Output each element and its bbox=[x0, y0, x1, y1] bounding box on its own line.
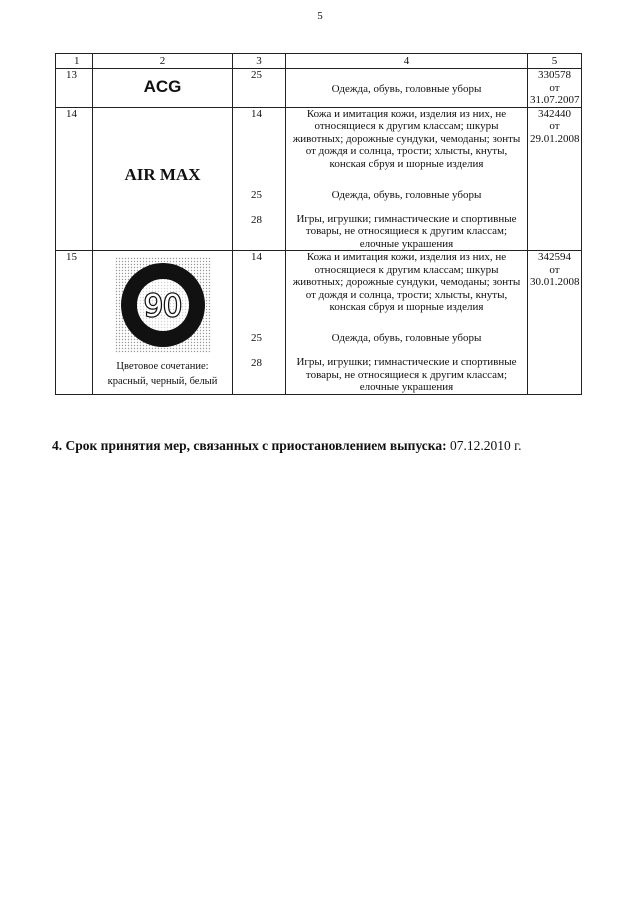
registration-date: 31.07.2007 bbox=[530, 94, 580, 106]
registration-from: от bbox=[549, 81, 560, 94]
registration-cell bbox=[528, 107, 582, 251]
class-cell bbox=[233, 251, 286, 395]
trademark-cell bbox=[93, 69, 233, 108]
registration-number: 342440 bbox=[538, 107, 571, 120]
registration-date: 29.01.2008 bbox=[530, 132, 580, 145]
column-header: 4 bbox=[286, 54, 528, 69]
logo-number: 90 bbox=[143, 289, 182, 324]
class-cell bbox=[233, 107, 286, 251]
class-number: 25 bbox=[251, 332, 262, 344]
table-row bbox=[56, 107, 582, 251]
registration-number: 342594 bbox=[538, 251, 571, 263]
goods-text: Игры, игрушки; гимнастические и спортивные товары, не относящиеся к другим классам; елочные украшения bbox=[296, 356, 517, 393]
table-header-row bbox=[56, 54, 582, 69]
table-row bbox=[56, 251, 582, 395]
trademark-logo bbox=[95, 257, 230, 353]
registration-cell bbox=[528, 69, 582, 108]
circle-90-logo-icon bbox=[115, 257, 211, 353]
goods-text: Игры, игрушки; гимнастические и спортивные товары, не относящиеся к другим классам; елочные украшения bbox=[296, 212, 517, 250]
class-number: 28 bbox=[251, 357, 262, 369]
deadline-label: 4. Срок принятия мер, связанных с приостановлением выпуска: bbox=[52, 438, 447, 453]
class-cell bbox=[233, 69, 286, 108]
row-number: 14 bbox=[56, 107, 93, 251]
color-caption: красный, черный, белый bbox=[107, 376, 218, 387]
class-number: 14 bbox=[251, 107, 262, 120]
goods-text: Кожа и имитация кожи, изделия из них, не относящиеся к другим классам; шкуры животных; дорожные сундуки, чемоданы; зонты от дождя и солнца, трости; хлысты, кнуты, конская сбруя и шорные изделия bbox=[292, 251, 521, 313]
color-caption: Цветовое сочетание: bbox=[116, 361, 209, 372]
goods-cell bbox=[286, 69, 528, 108]
row-number: 15 bbox=[56, 251, 93, 395]
deadline-statement bbox=[52, 438, 522, 454]
registration-from: от bbox=[549, 120, 560, 132]
class-number: 28 bbox=[251, 213, 262, 226]
column-header: 1 bbox=[56, 54, 93, 69]
trademark-text: AIR MAX bbox=[124, 164, 201, 184]
class-number: 14 bbox=[251, 251, 262, 263]
goods-text: Одежда, обувь, головные уборы bbox=[331, 83, 482, 95]
deadline-date: 07.12.2010 г. bbox=[450, 438, 522, 453]
trademark-table bbox=[55, 53, 582, 395]
goods-text: Одежда, обувь, головные уборы bbox=[331, 188, 482, 201]
goods-text: Одежда, обувь, головные уборы bbox=[331, 332, 482, 344]
column-header: 5 bbox=[528, 54, 582, 69]
goods-cell bbox=[286, 107, 528, 251]
class-number: 25 bbox=[251, 188, 262, 201]
trademark-cell bbox=[93, 251, 233, 395]
registration-number: 330578 bbox=[538, 69, 571, 81]
goods-text: Кожа и имитация кожи, изделия из них, не относящиеся к другим классам; шкуры животных; дорожные сундуки, чемоданы; зонты от дождя и солнца, трости; хлысты, кнуты, конская сбруя и шорные изделия bbox=[292, 107, 521, 170]
column-header: 3 bbox=[233, 54, 286, 69]
table-row bbox=[56, 69, 582, 108]
goods-cell bbox=[286, 251, 528, 395]
class-number: 25 bbox=[251, 69, 262, 81]
registration-cell bbox=[528, 251, 582, 395]
row-number: 13 bbox=[56, 69, 93, 108]
trademark-cell bbox=[93, 107, 233, 251]
registration-date: 30.01.2008 bbox=[530, 276, 580, 288]
registration-from: от bbox=[549, 263, 560, 276]
column-header: 2 bbox=[93, 54, 233, 69]
trademark-text: ACG bbox=[143, 77, 182, 96]
page-number: 5 bbox=[317, 10, 323, 22]
